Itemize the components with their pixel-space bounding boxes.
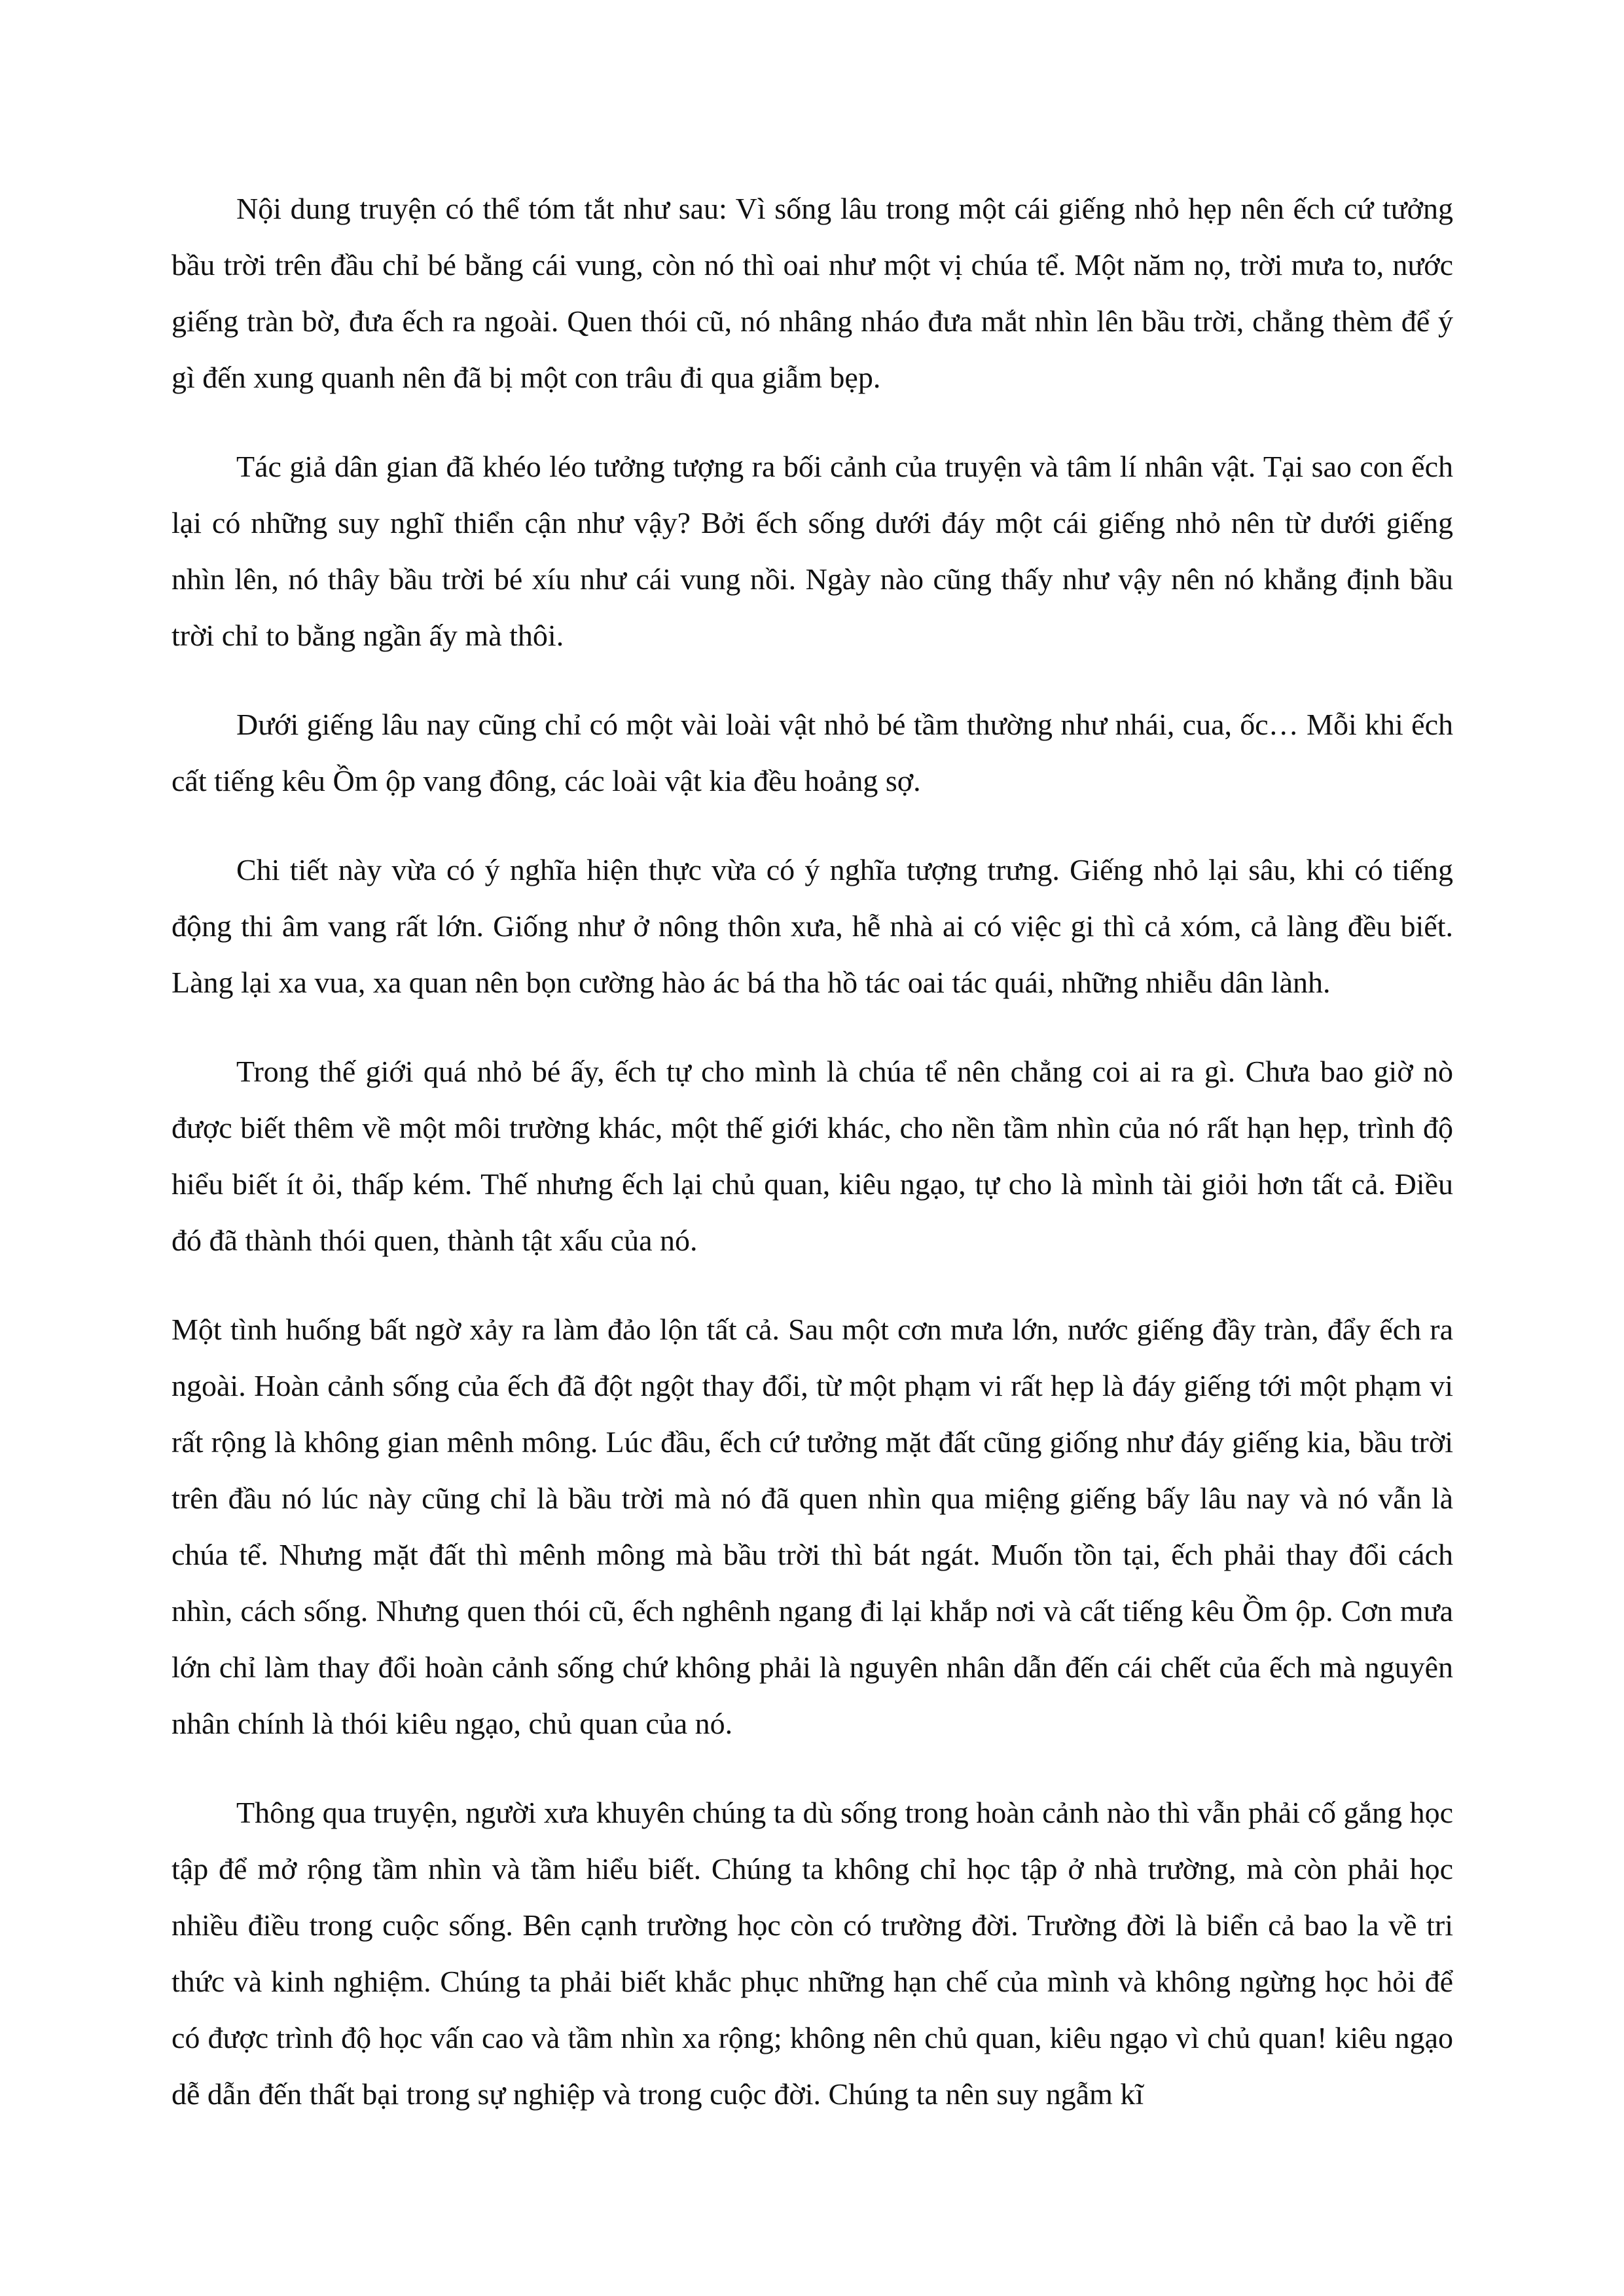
paragraph-4: Chi tiết này vừa có ý nghĩa hiện thực vừa có ý nghĩa tượng trưng. Giếng nhỏ lại sâu, khi có tiếng động thi âm vang rất lớn. Giống như ở nông thôn xưa, hễ nhà ai có việc gi thì cả xóm, cả làng đều biết. Làng lại xa vua, xa quan nên bọn cường hào ác bá tha hồ tác oai tác quái, những nhiễu dân lành. (171, 853, 1453, 999)
paragraph-3: Dưới giếng lâu nay cũng chỉ có một vài loài vật nhỏ bé tầm thường như nhái, cua, ốc… Mỗi khi ếch cất tiếng kêu Ồm ộp vang đông, các loài vật kia đều hoảng sợ. (171, 708, 1453, 797)
paragraph-2: Tác giả dân gian đã khéo léo tưởng tượng ra bối cảnh của truyện và tâm lí nhân vật. Tại sao con ếch lại có những suy nghĩ thiển cận như vậy? Bởi ếch sống dưới đáy một cái giếng nhỏ nên từ dưới giếng nhìn lên, nó thây bầu trời bé xíu như cái vung nồi. Ngày nào cũng thấy như vậy nên nó khẳng định bầu trời chỉ to bằng ngần ấy mà thôi. (171, 450, 1453, 652)
document-body (171, 181, 1453, 2123)
paragraph-6: Một tình huống bất ngờ xảy ra làm đảo lộn tất cả. Sau một cơn mưa lớn, nước giếng đầy tràn, đẩy ếch ra ngoài. Hoàn cảnh sống của ếch đã đột ngột thay đổi, từ một phạm vi rất hẹp là đáy giếng tới một phạm vi rất rộng là không gian mênh mông. Lúc đầu, ếch cứ tưởng mặt đất cũng giống như đáy giếng kia, bầu trời trên đầu nó lúc này cũng chỉ là bầu trời mà nó đã quen nhìn qua miệng giếng bấy lâu nay và nó vẫn là chúa tể. Nhưng mặt đất thì mênh mông mà bầu trời thì bát ngát. Muốn tồn tại, ếch phải thay đổi cách nhìn, cách sống. Nhưng quen thói cũ, ếch nghênh ngang đi lại khắp nơi và cất tiếng kêu Ồm ộp. Cơn mưa lớn chỉ làm thay đổi hoàn cảnh sống chứ không phải là nguyên nhân dẫn đến cái chết của ếch mà nguyên nhân chính là thói kiêu ngạo, chủ quan của nó. (171, 1313, 1453, 1740)
paragraph-1: Nội dung truyện có thể tóm tắt như sau: Vì sống lâu trong một cái giếng nhỏ hẹp nên ếch cứ tưởng bầu trời trên đầu chỉ bé bằng cái vung, còn nó thì oai như một vị chúa tể. Một năm nọ, trời mưa to, nước giếng tràn bờ, đưa ếch ra ngoài. Quen thói cũ, nó nhâng nháo đưa mắt nhìn lên bầu trời, chẳng thèm để ý gì đến xung quanh nên đã bị một con trâu đi qua giẫm bẹp. (171, 192, 1453, 394)
paragraph-7: Thông qua truyện, người xưa khuyên chúng ta dù sống trong hoàn cảnh nào thì vẫn phải cố gắng học tập để mở rộng tầm nhìn và tầm hiểu biết. Chúng ta không chỉ học tập ở nhà trường, mà còn phải học nhiều điều trong cuộc sống. Bên cạnh trường học còn có trường đời. Trường đời là biển cả bao la về tri thức và kinh nghiệm. Chúng ta phải biết khắc phục những hạn chế của mình và không ngừng học hỏi để có được trình độ học vấn cao và tầm nhìn xa rộng; không nên chủ quan, kiêu ngạo vì chủ quan! kiêu ngạo dễ dẫn đến thất bại trong sự nghiệp và trong cuộc đời. Chúng ta nên suy ngẫm kĩ (171, 1796, 1453, 2111)
paragraph-5: Trong thế giới quá nhỏ bé ấy, ếch tự cho mình là chúa tể nên chẳng coi ai ra gì. Chưa bao giờ nò được biết thêm về một môi trường khác, một thế giới khác, cho nền tầm nhìn của nó rất hạn hẹp, trình độ hiểu biết ít ỏi, thấp kém. Thế nhưng ếch lại chủ quan, kiêu ngạo, tự cho là mình tài giỏi hơn tất cả. Điều đó đã thành thói quen, thành tật xấu của nó. (171, 1055, 1453, 1257)
